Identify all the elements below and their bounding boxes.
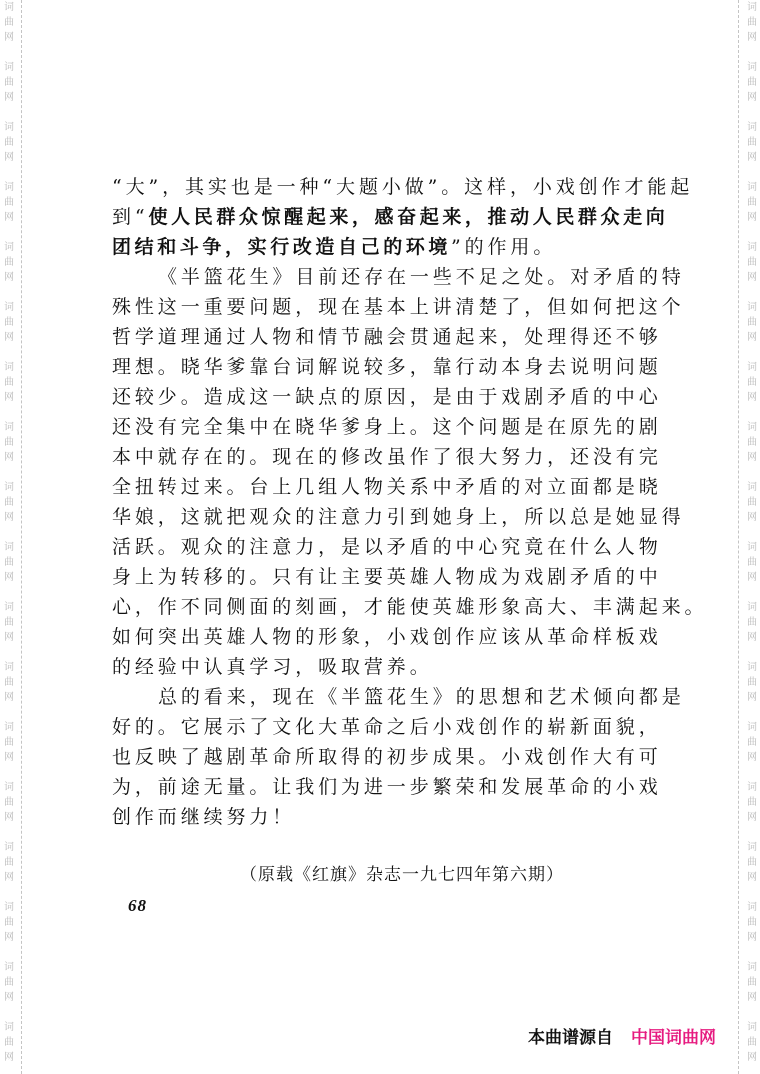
footer-credit: [528, 1023, 716, 1048]
watermark-char: 词: [747, 962, 757, 973]
watermark-char: 网: [747, 452, 757, 463]
text-line: 也反映了越剧革命所取得的初步成果。小戏创作大有可: [112, 746, 662, 768]
source-citation: （原载《红旗》杂志一九七四年第六期）: [240, 865, 564, 885]
watermark-char: 曲: [747, 17, 757, 28]
watermark-mark: [2, 602, 16, 647]
watermark-char: 网: [747, 992, 757, 1003]
watermark-char: 网: [4, 932, 14, 943]
watermark-char: 词: [4, 722, 14, 733]
watermark-char: 曲: [747, 137, 757, 148]
watermark-mark: [2, 722, 16, 767]
paragraph-start-line: 《半篮花生》目前还存在一些不足之处。对矛盾的特: [158, 266, 685, 288]
watermark-char: 曲: [747, 377, 757, 388]
watermark-char: 词: [4, 362, 14, 373]
watermark-mark: [745, 842, 759, 887]
watermark-char: 曲: [4, 977, 14, 988]
paragraph-start-line: 总的看来，现在《半篮花生》的思想和艺术倾向都是: [158, 686, 685, 708]
watermark-char: 曲: [747, 617, 757, 628]
watermark-mark: [2, 2, 16, 47]
watermark-mark: [745, 602, 759, 647]
watermark-char: 网: [747, 512, 757, 523]
text-line: 理想。晓华爹靠台词解说较多，靠行动本身去说明问题: [112, 356, 662, 378]
watermark-char: 曲: [747, 917, 757, 928]
watermark-mark: [745, 362, 759, 407]
watermark-mark: [2, 182, 16, 227]
watermark-char: 词: [747, 2, 757, 13]
watermark-mark: [745, 62, 759, 107]
text-line: 如何突出英雄人物的形象，小戏创作应该从革命样板戏: [112, 626, 662, 648]
credit-label: 本曲谱源自: [528, 1028, 613, 1048]
watermark-mark: [2, 542, 16, 587]
watermark-mark: [2, 302, 16, 347]
article-body: [112, 172, 708, 832]
right-dashed-divider: [738, 0, 739, 1074]
watermark-char: 曲: [747, 557, 757, 568]
watermark-char: 词: [747, 722, 757, 733]
watermark-char: 词: [747, 182, 757, 193]
watermark-char: 网: [4, 992, 14, 1003]
watermark-mark: [745, 722, 759, 767]
text-segment: ”的作用。: [451, 236, 557, 258]
watermark-char: 曲: [747, 857, 757, 868]
watermark-char: 网: [747, 212, 757, 223]
watermark-mark: [745, 422, 759, 467]
text-line: 的经验中认真学习，吸取营养。: [112, 656, 433, 678]
watermark-char: 网: [747, 392, 757, 403]
watermark-char: 曲: [4, 257, 14, 268]
watermark-mark: [2, 482, 16, 527]
watermark-char: 曲: [4, 77, 14, 88]
left-dashed-divider: [21, 0, 22, 1074]
text-line: 殊性这一重要问题，现在基本上讲清楚了，但如何把这个: [112, 296, 685, 318]
watermark-char: 曲: [4, 677, 14, 688]
watermark-mark: [745, 782, 759, 827]
watermark-char: 词: [4, 782, 14, 793]
watermark-char: 词: [4, 62, 14, 73]
watermark-char: 曲: [4, 377, 14, 388]
watermark-char: 网: [747, 752, 757, 763]
text-line: 哲学道理通过人物和情节融会贯通起来，处理得还不够: [112, 326, 662, 348]
watermark-char: 曲: [4, 317, 14, 328]
watermark-char: 词: [747, 902, 757, 913]
text-line: 为，前途无量。让我们为进一步繁荣和发展革命的小戏: [112, 776, 662, 798]
text-line: 还没有完全集中在晓华爹身上。这个问题是在原先的剧: [112, 416, 662, 438]
watermark-mark: [2, 962, 16, 1007]
watermark-char: 词: [4, 902, 14, 913]
watermark-char: 词: [747, 62, 757, 73]
watermark-mark: [745, 482, 759, 527]
watermark-char: 网: [747, 932, 757, 943]
watermark-mark: [745, 962, 759, 1007]
watermark-char: 词: [4, 662, 14, 673]
watermark-mark: [2, 122, 16, 167]
watermark-char: 曲: [4, 617, 14, 628]
watermark-char: 词: [747, 782, 757, 793]
page-number: 68: [128, 896, 147, 915]
text-line: “大”，其实也是一种“大题小做”。这样，小戏创作才能起: [112, 176, 694, 198]
text-line: 好的。它展示了文化大革命之后小戏创作的崭新面貌，: [112, 716, 662, 738]
watermark-mark: [745, 122, 759, 167]
watermark-char: 曲: [4, 557, 14, 568]
watermark-mark: [2, 62, 16, 107]
watermark-char: 词: [4, 1022, 14, 1033]
watermark-mark: [2, 662, 16, 707]
watermark-char: 网: [4, 512, 14, 523]
watermark-char: 网: [4, 92, 14, 103]
watermark-char: 网: [747, 332, 757, 343]
watermark-char: 词: [4, 422, 14, 433]
watermark-char: 网: [4, 152, 14, 163]
watermark-char: 网: [4, 1052, 14, 1063]
watermark-char: 词: [4, 242, 14, 253]
watermark-char: 词: [747, 302, 757, 313]
watermark-char: 曲: [4, 797, 14, 808]
watermark-char: 网: [4, 812, 14, 823]
watermark-char: 网: [747, 1052, 757, 1063]
watermark-char: 曲: [747, 77, 757, 88]
watermark-char: 词: [747, 1022, 757, 1033]
watermark-char: 网: [4, 392, 14, 403]
text-line: 全扭转过来。台上几组人物关系中矛盾的对立面都是晓: [112, 476, 662, 498]
watermark-char: 词: [747, 422, 757, 433]
watermark-mark: [2, 842, 16, 887]
watermark-mark: [745, 302, 759, 347]
watermark-char: 曲: [747, 197, 757, 208]
watermark-char: 词: [747, 602, 757, 613]
watermark-mark: [2, 782, 16, 827]
watermark-char: 网: [747, 572, 757, 583]
watermark-char: 网: [4, 272, 14, 283]
watermark-char: 网: [4, 692, 14, 703]
watermark-mark: [2, 362, 16, 407]
watermark-char: 词: [747, 542, 757, 553]
watermark-mark: [745, 242, 759, 287]
text-line: 还较少。造成这一缺点的原因，是由于戏剧矛盾的中心: [112, 386, 662, 408]
watermark-char: 网: [4, 632, 14, 643]
watermark-char: 曲: [747, 737, 757, 748]
watermark-mark: [745, 902, 759, 947]
watermark-char: 网: [747, 812, 757, 823]
text-line: 华娘，这就把观众的注意力引到她身上，所以总是她显得: [112, 506, 685, 528]
text-line: 身上为转移的。只有让主要英雄人物成为戏剧矛盾的中: [112, 566, 662, 588]
watermark-mark: [745, 542, 759, 587]
watermark-char: 词: [4, 302, 14, 313]
watermark-char: 网: [4, 872, 14, 883]
watermark-mark: [2, 902, 16, 947]
watermark-char: 曲: [747, 977, 757, 988]
watermark-char: 曲: [747, 317, 757, 328]
watermark-char: 曲: [747, 437, 757, 448]
watermark-mark: [745, 2, 759, 47]
watermark-mark: [745, 1022, 759, 1067]
watermark-char: 曲: [4, 17, 14, 28]
watermark-char: 网: [747, 872, 757, 883]
quote-bold-segment: 使人民群众惊醒起来，感奋起来，推动人民群众走向: [148, 206, 669, 228]
watermark-mark: [745, 662, 759, 707]
watermark-char: 词: [4, 482, 14, 493]
watermark-char: 网: [4, 212, 14, 223]
watermark-char: 网: [4, 452, 14, 463]
watermark-char: 曲: [747, 677, 757, 688]
watermark-char: 网: [747, 92, 757, 103]
watermark-mark: [745, 182, 759, 227]
watermark-char: 曲: [4, 497, 14, 508]
watermark-char: 词: [4, 962, 14, 973]
watermark-char: 网: [4, 32, 14, 43]
watermark-char: 曲: [4, 857, 14, 868]
watermark-char: 曲: [747, 797, 757, 808]
text-line: 心，作不同侧面的刻画，才能使英雄形象高大、丰满起来。: [112, 596, 708, 618]
watermark-char: 词: [747, 842, 757, 853]
watermark-char: 词: [4, 182, 14, 193]
text-segment: 到“: [112, 206, 149, 228]
watermark-char: 网: [747, 632, 757, 643]
watermark-char: 曲: [747, 257, 757, 268]
watermark-char: 词: [747, 122, 757, 133]
site-name-link[interactable]: 中国词曲网: [631, 1028, 716, 1048]
watermark-char: 曲: [4, 437, 14, 448]
watermark-mark: [2, 242, 16, 287]
watermark-char: 词: [4, 542, 14, 553]
right-watermark-strip: [738, 0, 760, 1074]
quote-bold-segment: 团结和斗争，实行改造自己的环境: [112, 236, 452, 258]
left-watermark-strip: [0, 0, 22, 1074]
text-line: [112, 202, 669, 232]
watermark-char: 网: [747, 272, 757, 283]
watermark-char: 曲: [4, 137, 14, 148]
watermark-char: 网: [747, 32, 757, 43]
watermark-mark: [2, 1022, 16, 1067]
watermark-char: 词: [747, 482, 757, 493]
watermark-char: 网: [4, 332, 14, 343]
watermark-mark: [2, 422, 16, 467]
watermark-char: 词: [4, 122, 14, 133]
text-line: [112, 232, 557, 262]
watermark-char: 曲: [4, 197, 14, 208]
watermark-char: 曲: [4, 737, 14, 748]
watermark-char: 词: [747, 242, 757, 253]
watermark-char: 网: [4, 572, 14, 583]
watermark-char: 网: [4, 752, 14, 763]
watermark-char: 网: [747, 152, 757, 163]
watermark-char: 词: [747, 362, 757, 373]
watermark-char: 曲: [4, 1037, 14, 1048]
watermark-char: 词: [747, 662, 757, 673]
watermark-char: 曲: [747, 1037, 757, 1048]
watermark-char: 曲: [747, 497, 757, 508]
watermark-char: 曲: [4, 917, 14, 928]
text-line: 创作而继续努力！: [112, 806, 296, 828]
watermark-char: 词: [4, 602, 14, 613]
watermark-char: 网: [747, 692, 757, 703]
text-line: 活跃。观众的注意力，是以矛盾的中心究竟在什么人物: [112, 536, 662, 558]
watermark-char: 词: [4, 2, 14, 13]
text-line: 本中就存在的。现在的修改虽作了很大努力，还没有完: [112, 446, 662, 468]
watermark-char: 词: [4, 842, 14, 853]
